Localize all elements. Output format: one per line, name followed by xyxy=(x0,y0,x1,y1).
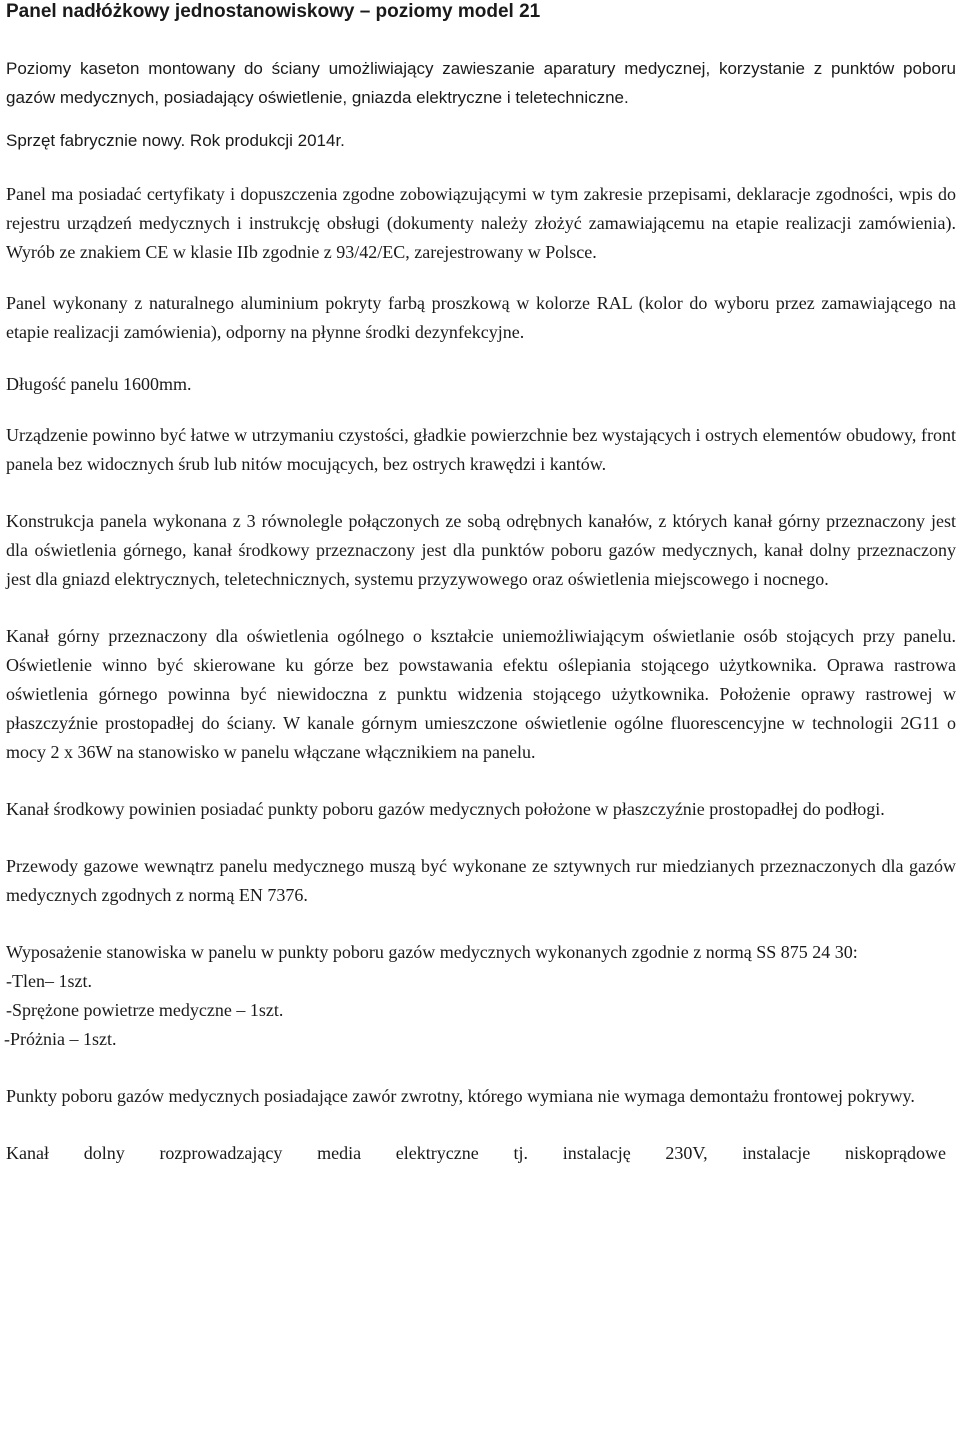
cleaning-paragraph: Urządzenie powinno być łatwe w utrzymaniu czystości, gładkie powierzchnie bez wystających i ostrych elementów obudowy, front panela bez widocznych śrub lub nitów mocujących, bez ostrych krawędzi i kantów. xyxy=(6,425,956,474)
document-page xyxy=(6,0,956,1168)
length-paragraph: Długość panelu 1600mm. xyxy=(6,374,192,394)
intro-paragraph: Poziomy kaseton montowany do ściany umożliwiający zawieszanie aparatury medycznej, korzystanie z punktów poboru gazów medycznych, posiadający oświetlenie, gniazda elektryczne i teletechniczne. xyxy=(6,59,956,107)
list-item: -Tlen– 1szt. xyxy=(6,971,92,991)
production-year-paragraph: Sprzęt fabrycznie nowy. Rok produkcji 2014r. xyxy=(6,131,345,150)
middle-channel-paragraph: Kanał środkowy powinien posiadać punkty poboru gazów medycznych położone w płaszczyźnie prostopadłej do podłogi. xyxy=(6,799,885,819)
equipment-list xyxy=(6,967,956,1054)
material-paragraph: Panel wykonany z naturalnego aluminium pokryty farbą proszkową w kolorze RAL (kolor do wyboru przez zamawiającego na etapie realizacji zamówienia), odporny na płynne środki dezynfekcyjne. xyxy=(6,293,956,342)
list-item: -Sprężone powietrze medyczne – 1szt. xyxy=(6,1000,284,1020)
equipment-intro-paragraph: Wyposażenie stanowiska w panelu w punkty poboru gazów medycznych wykonanych zgodnie z normą SS 875 24 30: xyxy=(6,942,858,962)
certification-paragraph: Panel ma posiadać certyfikaty i dopuszczenia zgodne zobowiązującymi w tym zakresie przepisami, deklaracje zgodności, wpis do rejestru urządzeń medycznych i instrukcję obsługi (dokumenty należy złożyć zamawiającemu na etapie realizacji zamówienia). Wyrób ze znakiem CE w klasie IIb zgodnie z 93/42/EC, zarejestrowany w Polsce. xyxy=(6,184,956,262)
construction-paragraph: Konstrukcja panela wykonana z 3 równolegle połączonych ze sobą odrębnych kanałów, z których kanał górny przeznaczony jest dla oświetlenia górnego, kanał środkowy przeznaczony jest dla punktów poboru gazów medycznych, kanał dolny przeznaczony jest dla gniazd elektrycznych, teletechnicznych, systemu przyzywowego oraz oświetlenia miejscowego i nocnego. xyxy=(6,511,956,589)
document-title: Panel nadłóżkowy jednostanowiskowy – poziomy model 21 xyxy=(6,1,541,22)
upper-channel-paragraph: Kanał górny przeznaczony dla oświetlenia ogólnego o kształcie uniemożliwiającym oświetlanie osób stojących przy panelu. Oświetlenie winno być skierowane ku górze bez powstawania efektu oślepiania stojącego użytkownika. Oprawa rastrowa oświetlenia górnego powinna być niewidoczna z punktu widzenia stojącego użytkownika. Położenie oprawy rastrowej w płaszczyźnie prostopadłej do ściany. W kanale górnym umieszczone oświetlenie ogólne fluorescencyjne w technologii 2G11 o mocy 2 x 36W na stanowisko w panelu włączane włącznikiem na panelu. xyxy=(6,626,956,762)
check-valve-paragraph: Punkty poboru gazów medycznych posiadające zawór zwrotny, którego wymiana nie wymaga demontażu frontowej pokrywy. xyxy=(6,1086,915,1106)
lower-channel-paragraph: Kanał dolny rozprowadzający media elektryczne tj. instalację 230V, instalacje niskoprądowe xyxy=(6,1143,946,1163)
gas-pipes-paragraph: Przewody gazowe wewnątrz panelu medycznego muszą być wykonane ze sztywnych rur miedzianych przeznaczonych dla gazów medycznych zgodnych z normą EN 7376. xyxy=(6,856,956,905)
list-item: -Próżnia – 1szt. xyxy=(4,1029,117,1049)
